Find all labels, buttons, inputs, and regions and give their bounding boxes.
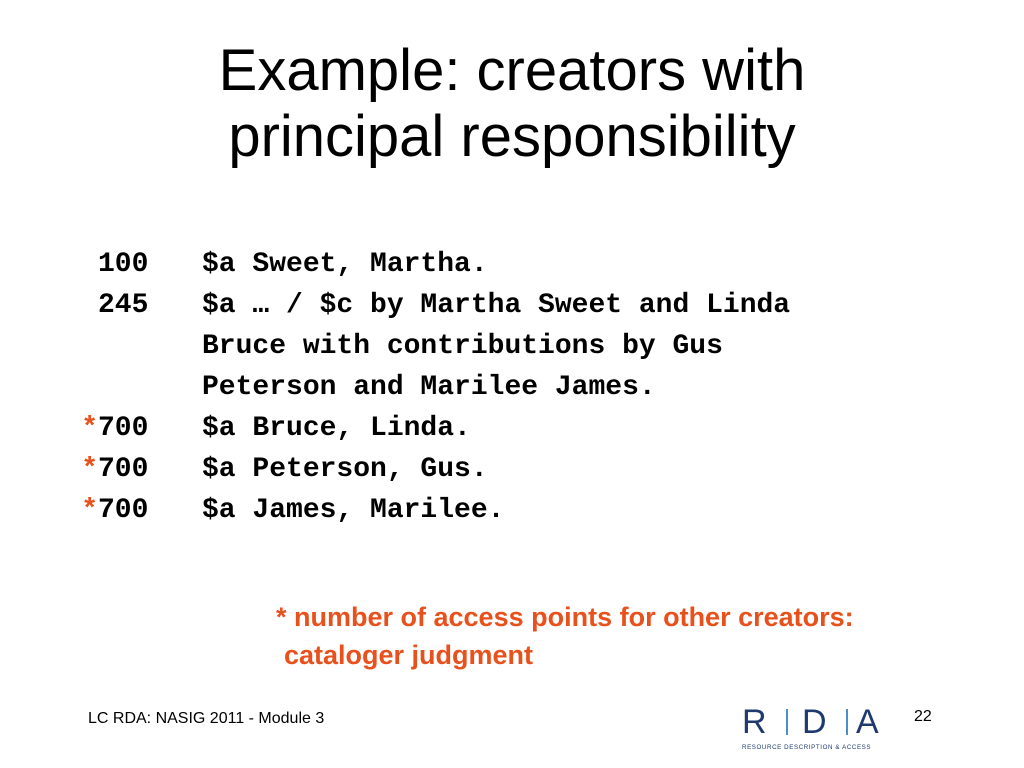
rda-logo-letter-r: R <box>742 703 767 741</box>
marc-field-tag: 100 <box>98 249 149 280</box>
marc-field-line: $a Peterson, Gus. <box>202 454 488 485</box>
footnote-line-2: cataloger judgment <box>284 640 534 670</box>
marc-field-content <box>202 408 471 449</box>
marc-field-line: Peterson and Marilee James. <box>202 372 656 403</box>
rda-logo-divider <box>786 709 788 735</box>
footer-text: LC RDA: NASIG 2011 - Module 3 <box>88 710 325 727</box>
marc-field-content <box>202 449 488 490</box>
marc-field-star: * <box>81 413 98 444</box>
marc-field-line: Bruce with contributions by Gus <box>202 331 723 362</box>
marc-record <box>66 244 790 531</box>
rda-logo-tagline: RESOURCE DESCRIPTION & ACCESS <box>742 744 872 751</box>
marc-field-line: $a James, Marilee. <box>202 495 505 526</box>
marc-field-star: * <box>81 454 98 485</box>
marc-field <box>66 408 790 449</box>
marc-field-line: $a Sweet, Martha. <box>202 249 488 280</box>
footnote-line-1: * number of access points for other creators: <box>276 602 854 632</box>
footnote <box>276 598 854 674</box>
slide-title <box>0 38 1024 170</box>
rda-logo-letter-a: A <box>856 703 879 741</box>
slide-title-line-1: Example: creators with <box>218 38 806 103</box>
page-number: 22 <box>914 708 932 725</box>
marc-field-tag: 700 <box>98 413 149 444</box>
slide-title-line-2: principal responsibility <box>228 104 796 169</box>
marc-field <box>66 449 790 490</box>
marc-field-content <box>202 490 504 531</box>
rda-logo <box>738 703 898 755</box>
marc-field-star <box>66 244 98 285</box>
marc-field <box>66 244 790 285</box>
marc-field-content <box>202 285 790 408</box>
marc-field <box>66 490 790 531</box>
marc-field-star <box>66 285 98 408</box>
marc-field-star: * <box>81 495 98 526</box>
marc-field <box>66 285 790 408</box>
marc-field-tag: 700 <box>98 454 149 485</box>
marc-field-line: $a Bruce, Linda. <box>202 413 471 444</box>
rda-logo-divider <box>846 709 848 735</box>
marc-field-tag: 700 <box>98 495 149 526</box>
marc-field-content <box>202 244 488 285</box>
rda-logo-letter-d: D <box>802 703 827 741</box>
marc-field-line: $a … / $c by Martha Sweet and Linda <box>202 290 791 321</box>
marc-field-tag: 245 <box>98 290 149 321</box>
